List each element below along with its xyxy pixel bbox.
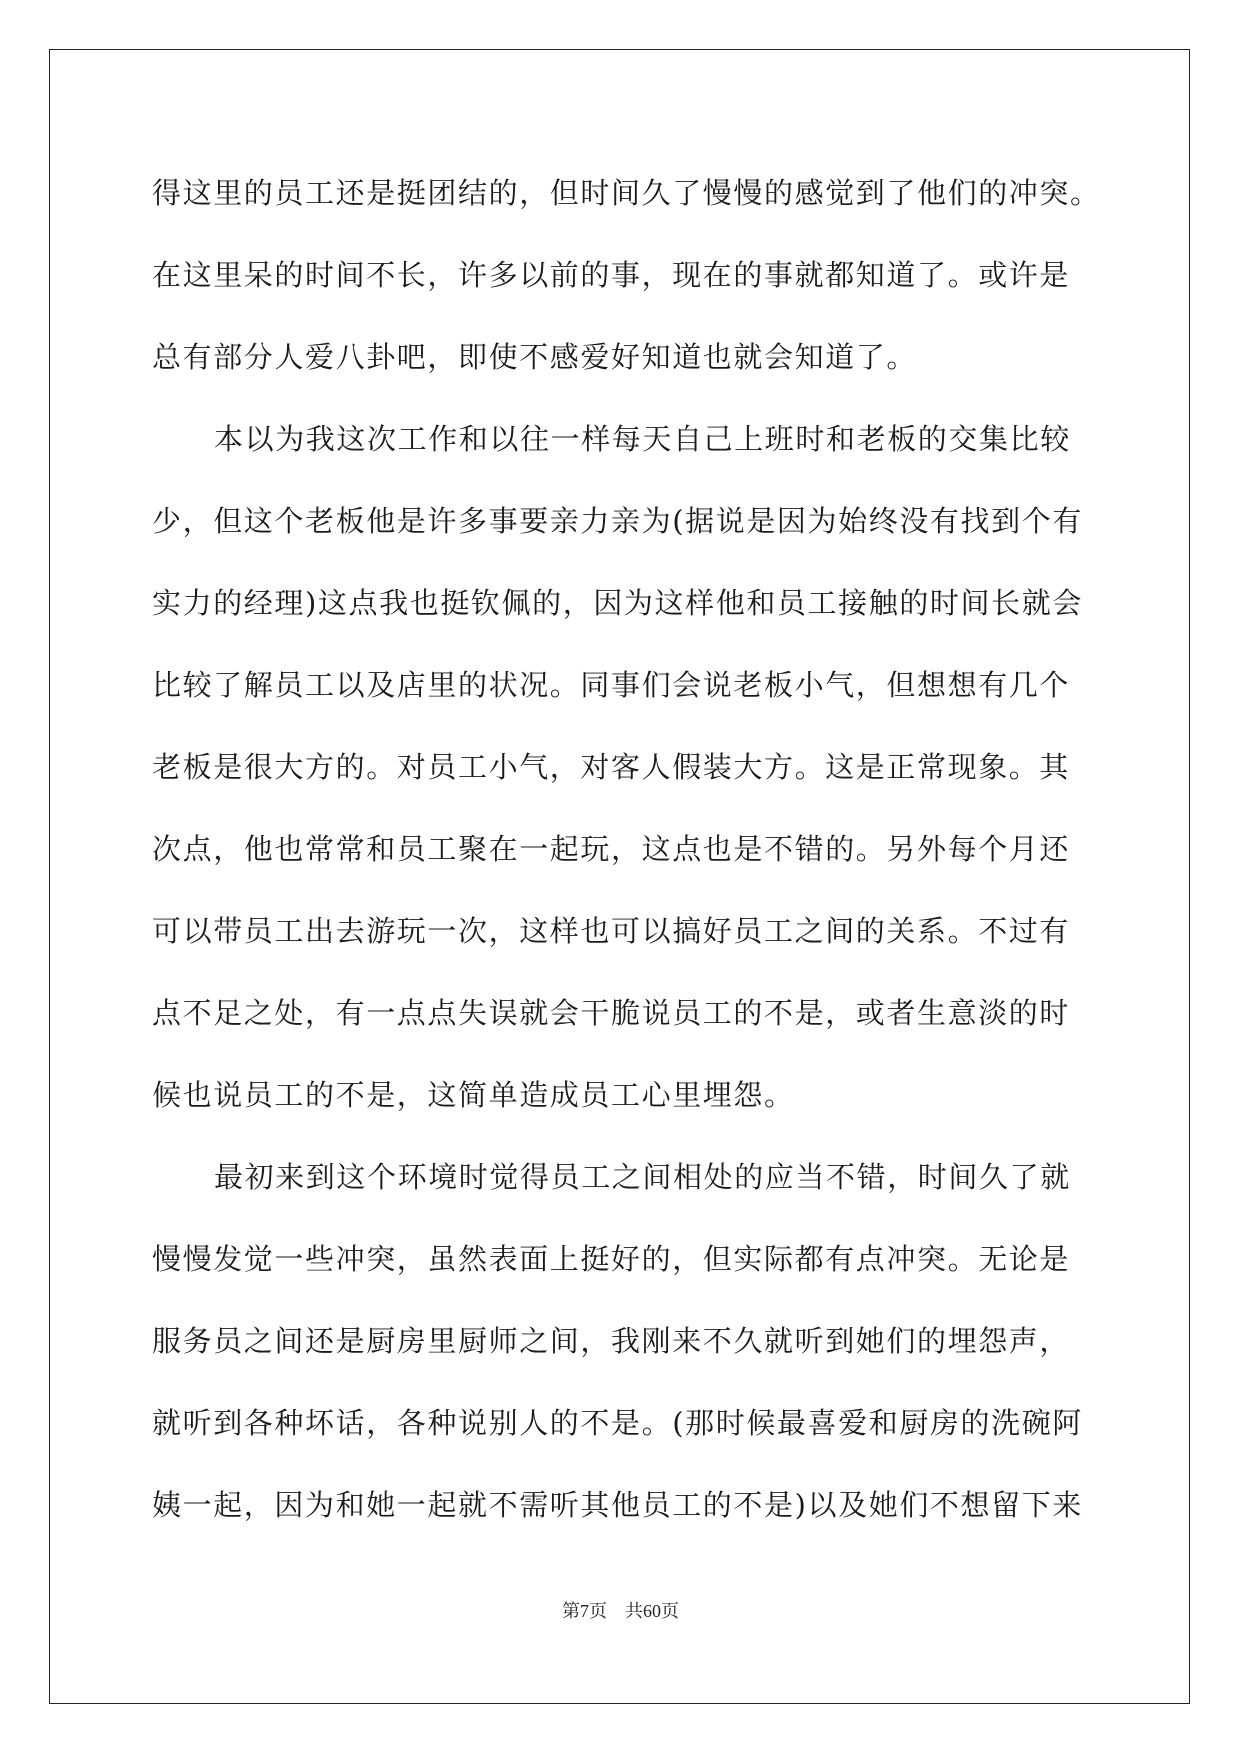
text-line: 就听到各种坏话，各种说别人的不是。(那时候最喜爱和厨房的洗碗阿 [152,1406,1083,1440]
text-line: 候也说员工的不是，这简单造成员工心里埋怨。 [152,1078,795,1112]
text-line: 慢慢发觉一些冲突，虽然表面上挺好的，但实际都有点冲突。无论是 [152,1242,1071,1276]
text-line: 得这里的员工还是挺团结的，但时间久了慢慢的感觉到了他们的冲突。 [152,176,1101,210]
text-line: 次点，他也常常和员工聚在一起玩，这点也是不错的。另外每个月还 [152,832,1071,866]
text-line: 总有部分人爱八卦吧，即使不感爱好知道也就会知道了。 [152,340,918,374]
text-line: 实力的经理)这点我也挺钦佩的，因为这样他和员工接触的时间长就会 [152,586,1083,620]
text-line: 点不足之处，有一点点失误就会干脆说员工的不是，或者生意淡的时 [152,996,1071,1030]
document-body [152,152,1101,1546]
text-line: 服务员之间还是厨房里厨师之间，我刚来不久就听到她们的埋怨声， [152,1324,1071,1358]
paragraph-start-line: 最初来到这个环境时觉得员工之间相处的应当不错，时间久了就 [214,1160,1071,1194]
text-line: 少，但这个老板他是许多事要亲力亲为(据说是因为始终没有找到个有 [152,504,1083,538]
text-line: 姨一起，因为和她一起就不需听其他员工的不是)以及她们不想留下来 [152,1488,1083,1522]
page-number-footer: 第7页 共60页 [562,1601,679,1621]
text-line: 可以带员工出去游玩一次，这样也可以搞好员工之间的关系。不过有 [152,914,1071,948]
text-line: 老板是很大方的。对员工小气，对客人假装大方。这是正常现象。其 [152,750,1071,784]
text-line: 比较了解员工以及店里的状况。同事们会说老板小气，但想想有几个 [152,668,1071,702]
text-line: 在这里呆的时间不长，许多以前的事，现在的事就都知道了。或许是 [152,258,1071,292]
paragraph-start-line: 本以为我这次工作和以往一样每天自己上班时和老板的交集比较 [214,422,1071,456]
